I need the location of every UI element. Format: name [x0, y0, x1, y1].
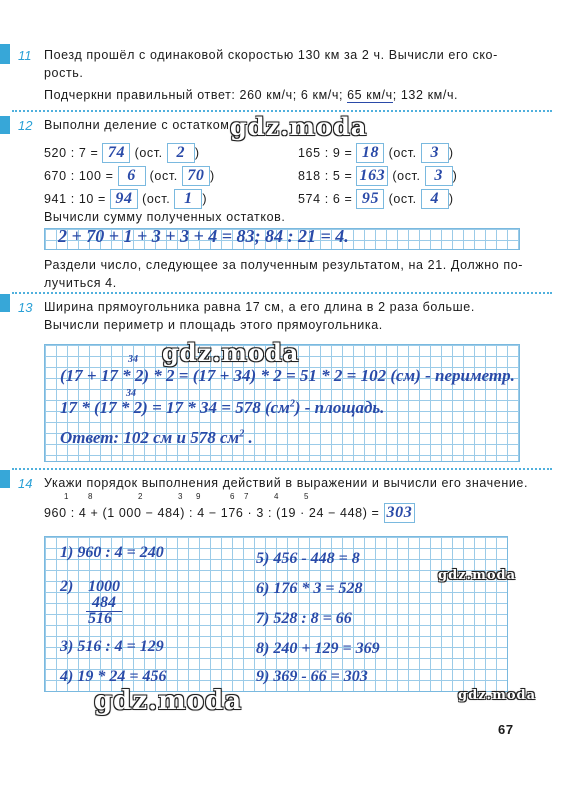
handwritten-answer: 2 + 70 + 1 + 3 + 3 + 4 = 83; 84 : 21 = 4.: [58, 226, 349, 246]
step: 6) 176 * 3 = 528: [256, 580, 363, 597]
division-row: 165 : 9 = 18 (ост. 3 ): [298, 144, 454, 161]
task-number: 11: [18, 48, 32, 63]
task-marker: [0, 294, 10, 312]
order-number: 5: [304, 492, 309, 501]
task-text: Укажи порядок выполнения действий в выражении и вычисли его значение.: [44, 476, 529, 490]
order-number: 9: [196, 492, 201, 501]
column-subtraction-mid: 484: [92, 594, 116, 611]
task-text: Ширина прямоугольника равна 17 см, а его длина в 2 раза больше.: [44, 300, 475, 314]
watermark: gdz.moda: [94, 686, 243, 716]
watermark: gdz.moda: [230, 112, 368, 141]
order-number: 8: [88, 492, 93, 501]
watermark: gdz.moda: [458, 688, 537, 703]
task-number: 13: [18, 300, 33, 315]
order-number: 2: [138, 492, 143, 501]
task-text: Вычисли сумму полученных остатков.: [44, 210, 286, 224]
step: 5) 456 - 448 = 8: [256, 550, 360, 567]
task-text: лучиться 4.: [44, 276, 117, 290]
handwritten-answer: 17 * (17 * 2) = 17 * 34 = 578 $(см^2)$ - площадь.: [60, 398, 385, 417]
division-row: 574 : 6 = 95 (ост. 4 ): [298, 190, 454, 207]
underlined-answer: 65 км/ч: [347, 88, 393, 102]
task-text: Раздели число, следующее за полученным результатом, на 21. Должно по-: [44, 258, 524, 272]
task-marker: [0, 116, 10, 134]
expression: 960 : 4 + (1 000 − 484) : 4 − 176 · 3 : (19 · 24 − 448) = 303: [44, 503, 415, 523]
answer-box: 303: [384, 503, 416, 523]
divider: [12, 468, 552, 470]
task-number: 12: [18, 118, 33, 133]
step: 9) 369 - 66 = 303: [256, 668, 368, 685]
division-row: 670 : 100 = 6 (ост. 70 ): [44, 167, 215, 184]
page-number: 67: [498, 722, 514, 737]
order-number: 4: [274, 492, 279, 501]
task-marker: [0, 470, 10, 488]
task-marker: [0, 44, 10, 64]
task-text: Поезд прошёл с одинаковой скоростью 130 км за 2 ч. Вычисли его ско-: [44, 48, 498, 62]
watermark: gdz.moda: [438, 568, 517, 583]
handwritten-note: 34: [126, 388, 136, 399]
division-row: 520 : 7 = 74 (ост. 2 ): [44, 144, 200, 161]
column-subtraction-top: 1000: [88, 578, 120, 595]
divider: [12, 292, 552, 294]
task-text: рость.: [44, 66, 84, 80]
order-number: 3: [178, 492, 183, 501]
task-text: Вычисли периметр и площадь этого прямоугольника.: [44, 318, 383, 332]
step: 2): [60, 578, 74, 595]
answer-prefix: Подчеркни правильный ответ: 260 км/ч; 6 км/ч;: [44, 88, 344, 102]
step: 3) 516 : 4 = 129: [60, 638, 164, 655]
step: 1) 960 : 4 = 240: [60, 544, 164, 561]
column-subtraction-result: 516: [88, 610, 112, 627]
order-number: 1: [64, 492, 69, 501]
order-number: 6: [230, 492, 235, 501]
division-row: 941 : 10 = 94 (ост. 1 ): [44, 190, 208, 207]
division-row: 818 : 5 = 163 (ост. 3 ): [298, 167, 458, 184]
order-number: 7: [244, 492, 249, 501]
step: 8) 240 + 129 = 369: [256, 640, 380, 657]
step: 7) 528 : 8 = 66: [256, 610, 352, 627]
answer-suffix: ; 132 км/ч.: [392, 88, 459, 102]
task-text: [44, 88, 458, 102]
step: 4) 19 * 24 = 456: [60, 668, 167, 685]
task-title: Выполни деление с остатком.: [44, 118, 234, 132]
handwritten-answer: (17 + 17 * 2) * 2 = (17 + 34) * 2 = 51 * 2 = 102 (см) - периметр.: [60, 366, 515, 385]
handwritten-note: 34: [128, 354, 138, 365]
watermark: gdz.moda: [162, 338, 300, 367]
task-number: 14: [18, 476, 33, 491]
handwritten-answer: Ответ: 102 см и 578 $см^2$ .: [60, 428, 253, 447]
